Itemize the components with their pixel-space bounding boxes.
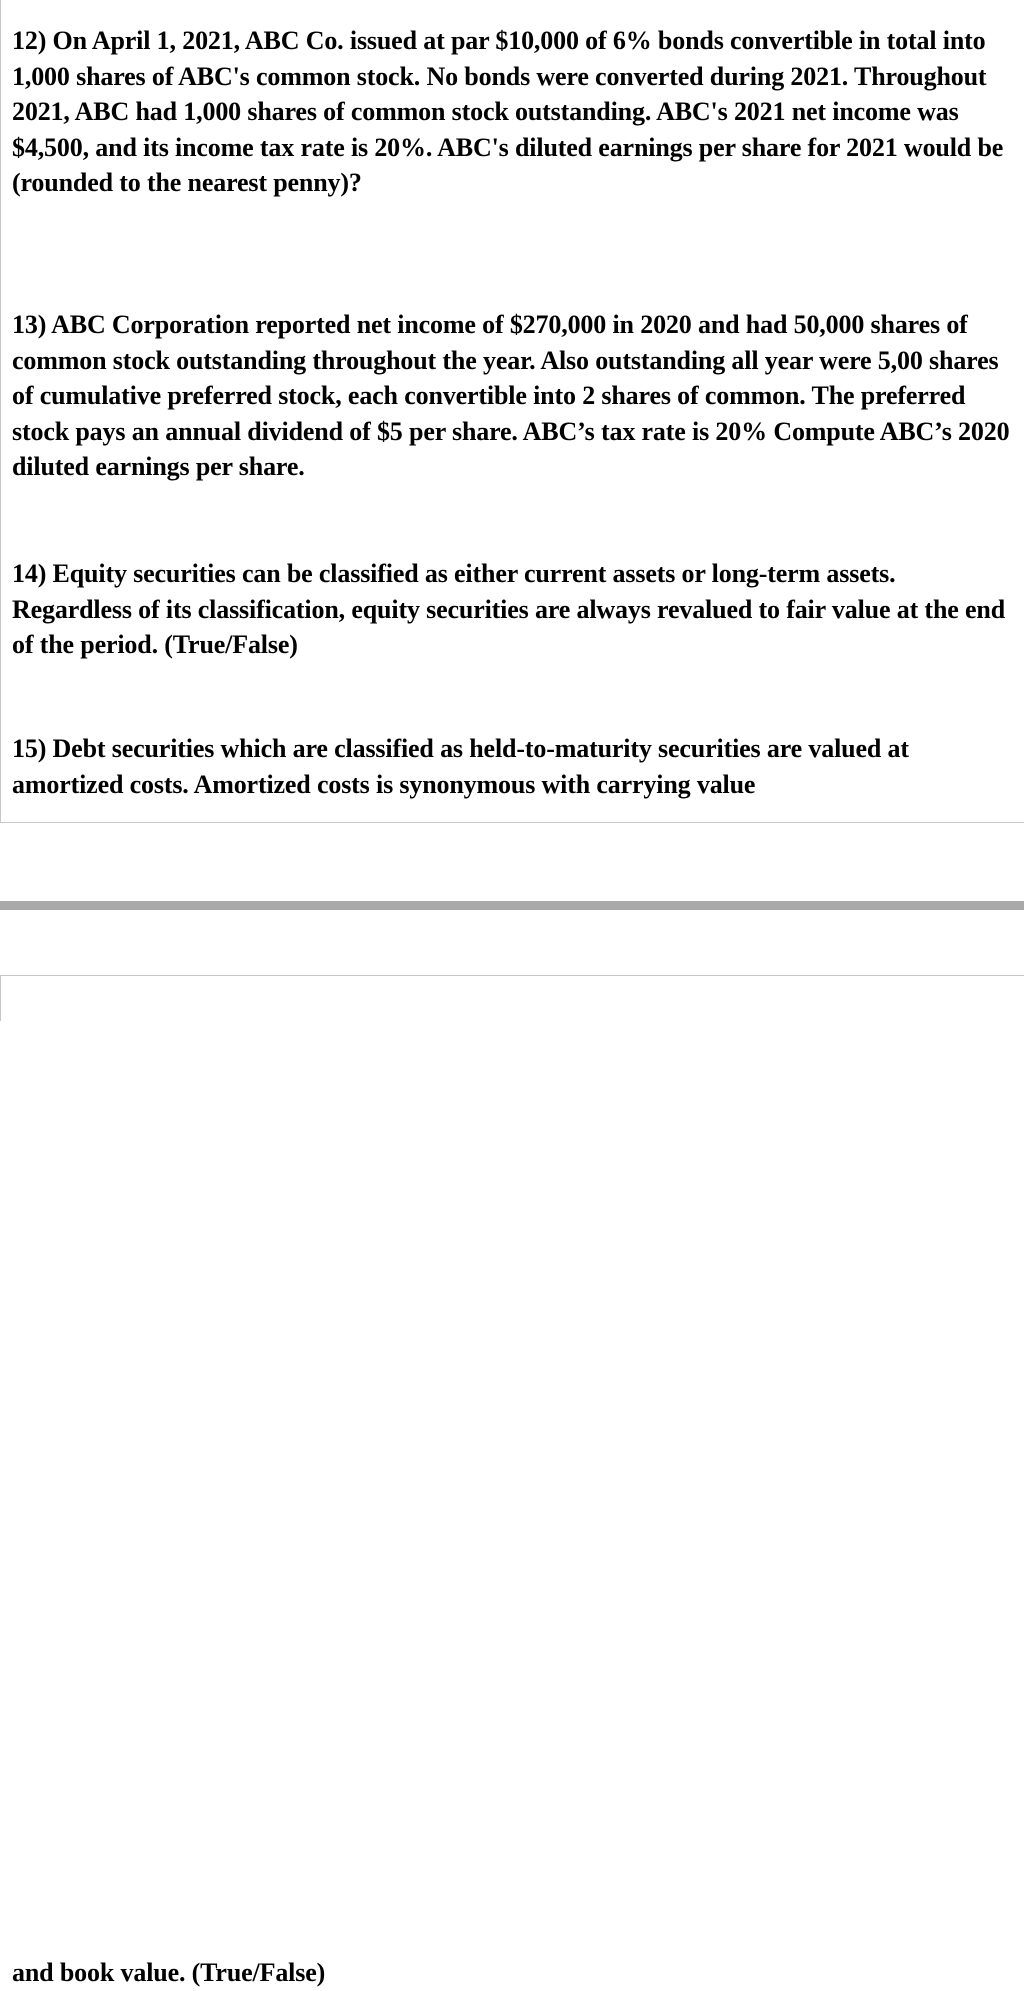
continuation-panel bbox=[0, 975, 1024, 1987]
question-15-continuation-text: and book value. (True/False) bbox=[12, 1958, 326, 1987]
questions-panel bbox=[0, 0, 1024, 823]
question-12-text: 12) On April 1, 2021, ABC Co. issued at par $10,000 of 6% bonds convertible in total into 1,000 shares of ABC's common stock. No bonds were converted during 2021. Throughout 2021, ABC had 1,000 shares of common stock outstanding. ABC's 2021 net income was $4,500, and its income tax rate is 20%. ABC's diluted earnings per share for 2021 would be (rounded to the nearest penny)? bbox=[12, 26, 1004, 197]
page-break-divider bbox=[0, 901, 1024, 910]
question-14-text: 14) Equity securities can be classified as either current assets or long-term assets. Regardless of its classification, equity securities are always revalued to fair value at the end of the period. (True/False) bbox=[12, 559, 1005, 659]
question-15-text: 15) Debt securities which are classified as held-to-maturity securities are valued at amortized costs. Amortized costs is synonymous with carrying value bbox=[12, 734, 909, 799]
question-13-text: 13) ABC Corporation reported net income of $270,000 in 2020 and had 50,000 shares of common stock outstanding throughout the year. Also outstanding all year were 5,00 shares of cumulative preferred stock, each convertible into 2 shares of common. The preferred stock pays an annual dividend of $5 per share. ABC’s tax rate is 20% Compute ABC’s 2020 diluted earnings per share. bbox=[12, 310, 1010, 481]
